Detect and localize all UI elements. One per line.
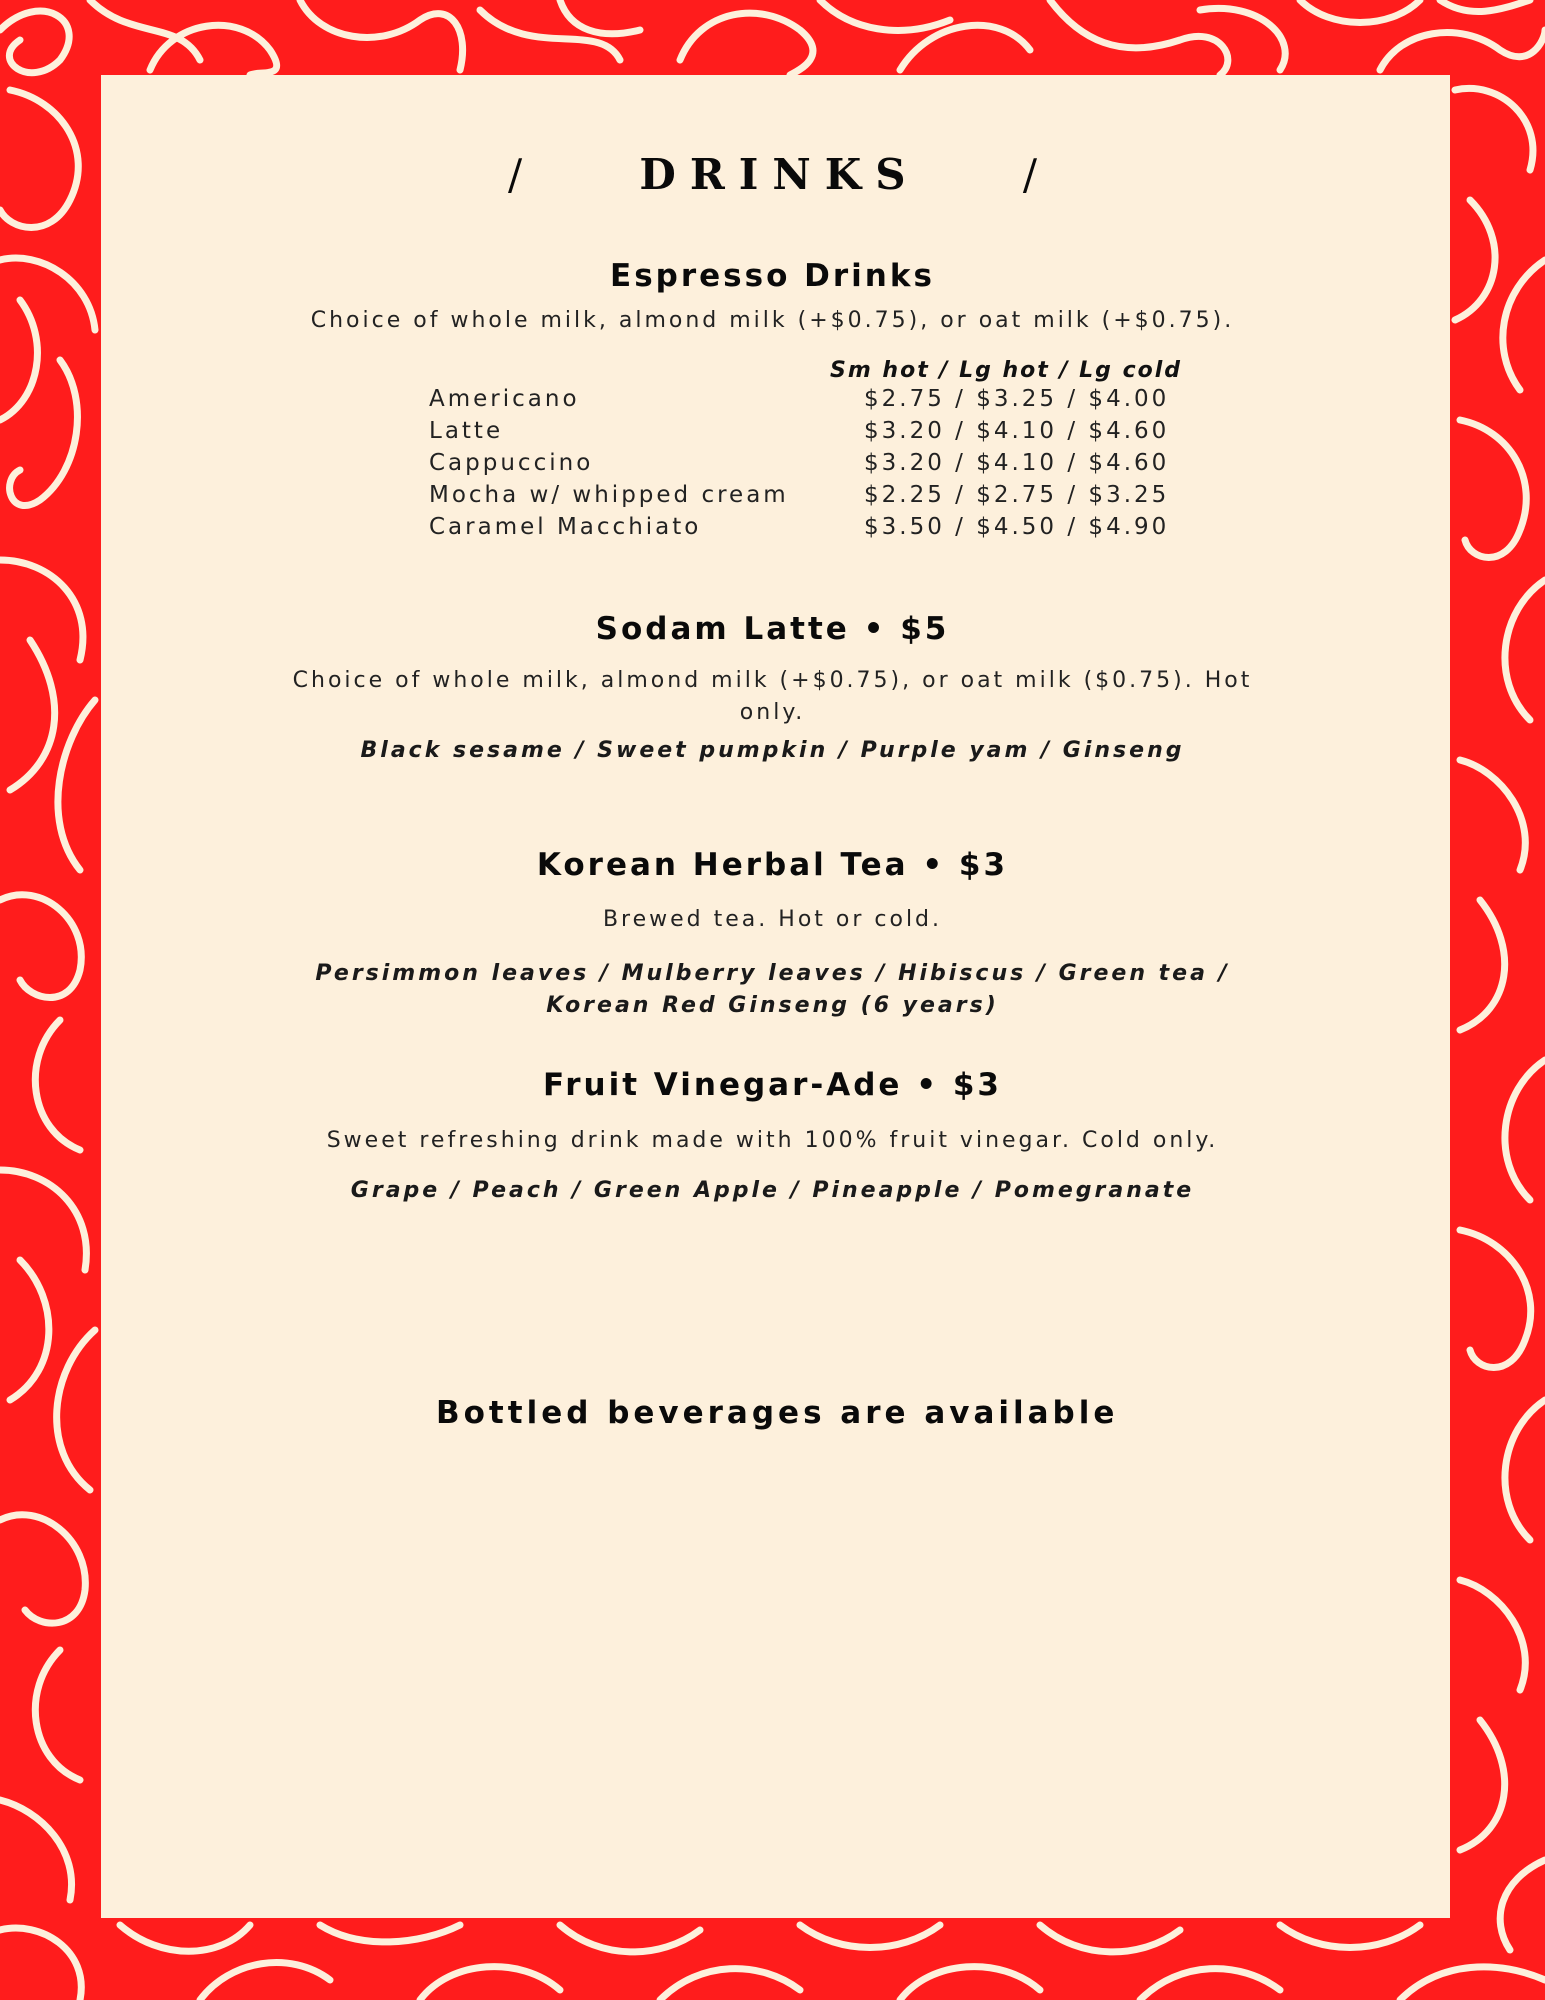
bottled-beverages-note: Bottled beverages are available	[436, 1395, 1119, 1431]
herbal-options-line2: Korean Red Ginseng (6 years)	[546, 993, 999, 1018]
sodam-options: Black sesame / Sweet pumpkin / Purple yam / Ginseng	[360, 738, 1185, 763]
espresso-section-title: Espresso Drinks	[610, 258, 935, 294]
menu-item-price: $2.25 / $2.75 / $3.25	[864, 482, 1170, 508]
menu-item-price: $3.20 / $4.10 / $4.60	[864, 450, 1170, 476]
menu-item-row	[429, 418, 1189, 450]
menu-item-name: Latte	[429, 418, 504, 444]
menu-item-name: Cappuccino	[429, 450, 594, 476]
menu-item-row	[429, 386, 1189, 418]
title-slash-left: /	[507, 150, 523, 199]
espresso-description: Choice of whole milk, almond milk (+$0.75), or oat milk (+$0.75).	[310, 308, 1235, 333]
menu-title	[0, 150, 1545, 199]
menu-item-row	[429, 482, 1189, 514]
menu-title-text: DRINKS	[639, 150, 920, 199]
vinegar-description: Sweet refreshing drink made with 100% fruit vinegar. Cold only.	[326, 1128, 1219, 1153]
menu-item-row	[429, 514, 1189, 546]
menu-item-row	[429, 450, 1189, 482]
sodam-description-line2: only.	[739, 700, 806, 725]
menu-item-price: $3.50 / $4.50 / $4.90	[864, 514, 1170, 540]
herbal-section-title: Korean Herbal Tea • $3	[536, 847, 1009, 883]
menu-item-price: $2.75 / $3.25 / $4.00	[864, 386, 1170, 412]
menu-item-price: $3.20 / $4.10 / $4.60	[864, 418, 1170, 444]
sodam-description-line1: Choice of whole milk, almond milk (+$0.75), or oat milk ($0.75). Hot	[292, 668, 1253, 693]
menu-item-name: Americano	[429, 386, 580, 412]
herbal-options-line1: Persimmon leaves / Mulberry leaves / Hibiscus / Green tea /	[315, 961, 1230, 986]
menu-item-name: Caramel Macchiato	[429, 514, 702, 540]
title-slash-right: /	[1022, 150, 1037, 199]
menu-item-name: Mocha w/ whipped cream	[429, 482, 789, 508]
herbal-description: Brewed tea. Hot or cold.	[602, 907, 943, 932]
espresso-price-header: Sm hot / Lg hot / Lg cold	[830, 358, 1183, 383]
vinegar-section-title: Fruit Vinegar-Ade • $3	[543, 1067, 1002, 1103]
vinegar-options: Grape / Peach / Green Apple / Pineapple / Pomegranate	[350, 1178, 1195, 1203]
sodam-section-title: Sodam Latte • $5	[595, 611, 950, 647]
